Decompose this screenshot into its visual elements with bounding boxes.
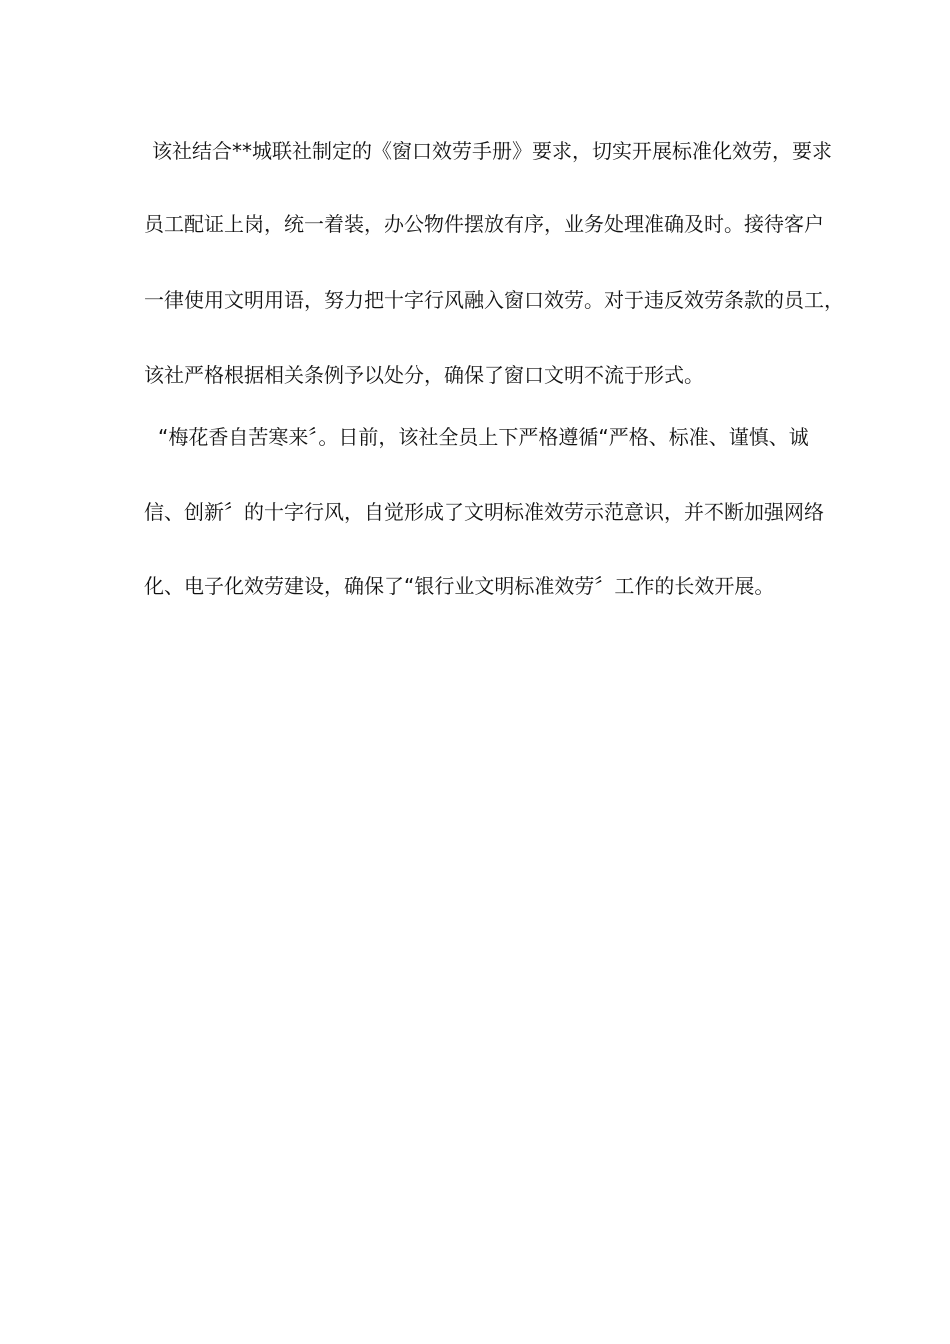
paragraph-line: 该社结合**城联社制定的《窗口效劳手册》要求，切实开展标准化效劳，要求	[152, 139, 832, 163]
paragraph-line: 信、创新〞的十字行风，自觉形成了文明标准效劳示范意识，并不断加强网络	[144, 500, 824, 524]
paragraph-line: 员工配证上岗，统一着装，办公物件摆放有序，业务处理准确及时。接待客户	[144, 212, 824, 236]
paragraph-line: 化、电子化效劳建设，确保了“银行业文明标准效劳〞工作的长效开展。	[144, 574, 775, 598]
paragraph-line: “梅花香自苦寒来〞。日前，该社全员上下严格遵循“严格、标准、谨慎、诚	[158, 425, 809, 449]
paragraph-line: 该社严格根据相关条例予以处分，确保了窗口文明不流于形式。	[144, 363, 704, 387]
paragraph-line: 一律使用文明用语，努力把十字行风融入窗口效劳。对于违反效劳条款的员工，	[144, 288, 844, 312]
